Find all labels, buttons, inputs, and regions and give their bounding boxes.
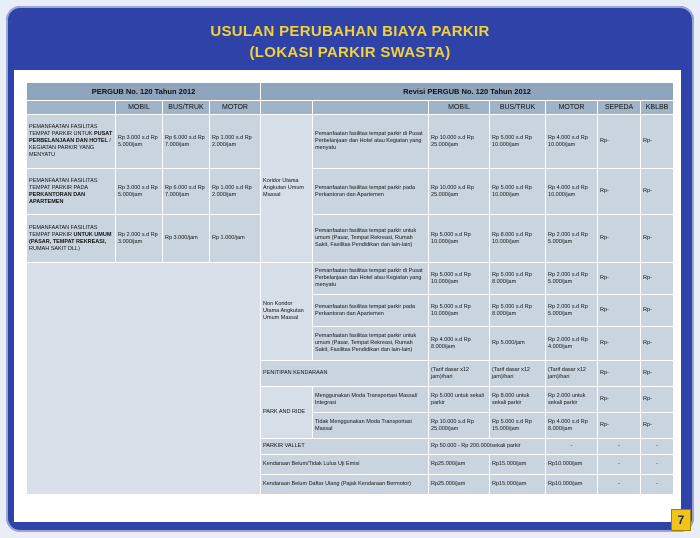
- left-row-label: PEMANFAATAN FASILITAS TEMPAT PARKIR UNTUK PUSAT PERBELANJAAN DAN HOTEL / KEGIATAN PARKIR YANG MENYATU: [27, 115, 116, 169]
- cell-mobil: Rp 5.000 s.d Rp 10.000/jam: [429, 295, 490, 327]
- cell-motor: Rp 4.000 s.d Rp 10.000/jam: [546, 169, 598, 215]
- table-row: [27, 169, 674, 215]
- cell-mobil: Rp 5.000 untuk sekali parkir: [429, 387, 490, 413]
- row-desc: Pemanfaatan fasilitas tempat parkir di Pusat Perbelanjaan dan Hotel atau Kegiatan yang menyatu: [313, 115, 429, 169]
- cell-sepeda: Rp-: [598, 413, 641, 439]
- cell-sepeda: Rp-: [598, 169, 641, 215]
- row-desc: Tidak Menggunakan Moda Transportasi Massal: [313, 413, 429, 439]
- group-park-ride: PARK AND RIDE: [261, 387, 313, 439]
- group-non-koridor: Non Koridor Utama Angkutan Umum Massal: [261, 263, 313, 361]
- cell-bus: Rp 5.000/jam: [490, 327, 546, 361]
- right-header: Revisi PERGUB No. 120 Tahun 2012: [261, 83, 674, 101]
- col-blank-left: [27, 101, 116, 115]
- cell-mobil: Rp 10.000 s.d Rp 25.000/jam: [429, 169, 490, 215]
- cell-motor: Rp 4.000 s.d Rp 8.000/jam: [546, 413, 598, 439]
- cell-bus: (Tarif dasar x12 jam)/hari: [490, 361, 546, 387]
- row-desc: Pemanfaatan fasilitas tempat parkir untuk umum (Pasar, Tempat Rekreasi, Rumah Sakit, Fasilitas Pendidikan dan lain-lain): [313, 327, 429, 361]
- cell-motor: Rp 2.000 s.d Rp 4.000/jam: [546, 327, 598, 361]
- group-koridor: Koridor Utama Angkutan Umum Massal: [261, 115, 313, 263]
- cell-mobil: Rp 5.000 s.d Rp 10.000/jam: [429, 263, 490, 295]
- cell-sepeda: Rp-: [598, 115, 641, 169]
- left-cell-bus: Rp 6.000 s.d Rp 7.000/jam: [163, 115, 210, 169]
- row-desc: Menggunakan Moda Transportasi Massal/ Integrasi: [313, 387, 429, 413]
- cell-motor: Rp 2.000 s.d Rp 5.000/jam: [546, 215, 598, 263]
- title-line-1: USULAN PERUBAHAN BIAYA PARKIR: [210, 23, 490, 40]
- cell-sepeda: Rp-: [598, 215, 641, 263]
- col-bus-right: BUS/TRUK: [490, 101, 546, 115]
- cell-sepeda: Rp-: [598, 361, 641, 387]
- col-sepeda: SEPEDA: [598, 101, 641, 115]
- cell-mobil: Rp 10.000 s.d Rp 25.000/jam: [429, 115, 490, 169]
- cell-sepeda: Rp-: [598, 295, 641, 327]
- table-row: [27, 215, 674, 263]
- cell-kblbb: Rp-: [641, 263, 674, 295]
- cell-motor: Rp10.000/jam: [546, 455, 598, 475]
- cell-motor: Rp10.000/jam: [546, 475, 598, 495]
- cell-kblbb: Rp-: [641, 413, 674, 439]
- cell-sepeda: Rp-: [598, 263, 641, 295]
- left-cell-motor: Rp 1.000 s.d Rp 2.000/jam: [210, 169, 261, 215]
- col-bus-left: BUS/TRUK: [163, 101, 210, 115]
- cell-kblbb: Rp-: [641, 295, 674, 327]
- left-cell-motor: Rp 1.000/jam: [210, 215, 261, 263]
- cell-bus: Rp 5.000 s.d Rp 8.000/jam: [490, 263, 546, 295]
- cell-kblbb: Rp-: [641, 115, 674, 169]
- cell-kblbb: Rp-: [641, 215, 674, 263]
- penitipan-label: PENITIPAN KENDARAAN: [261, 361, 429, 387]
- col-mobil-right: MOBIL: [429, 101, 490, 115]
- left-blank-area: [27, 263, 261, 495]
- daftar-ulang-label: Kendaraan Belum Daftar Ulang (Pajak Kendaraan Bermotor): [261, 475, 429, 495]
- cell-sepeda: -: [598, 455, 641, 475]
- row-desc: Pemanfaatan fasilitas tempat parkir di Pusat Perbelanjaan dan Hotel atau Kegiatan yang menyatu: [313, 263, 429, 295]
- cell-sepeda: Rp-: [598, 327, 641, 361]
- left-row-label: PEMANFAATAN FASILITAS TEMPAT PARKIR PADA PERKANTORAN DAN APARTEMEN: [27, 169, 116, 215]
- cell-bus: Rp 8.000 s.d Rp 10.000/jam: [490, 215, 546, 263]
- cell-sepeda: Rp-: [598, 387, 641, 413]
- row-desc: Pemanfaatan fasilitas tempat parkir pada Perkantoran dan Apartemen: [313, 169, 429, 215]
- col-desc: [313, 101, 429, 115]
- cell-kblbb: Rp-: [641, 387, 674, 413]
- cell-bus: Rp15.000/jam: [490, 475, 546, 495]
- emisi-label: Kendaraan Belum/Tidak Lulus Uji Emisi: [261, 455, 429, 475]
- left-cell-motor: Rp 1.000 s.d Rp 2.000/jam: [210, 115, 261, 169]
- cell-bus: Rp 5.000 s.d Rp 10.000/jam: [490, 169, 546, 215]
- cell-bus: Rp 5.000 s.d Rp 15.000/jam: [490, 413, 546, 439]
- left-cell-mobil: Rp 3.000 s.d Rp 5.000/jam: [116, 115, 163, 169]
- col-mobil-left: MOBIL: [116, 101, 163, 115]
- title-line-2: (LOKASI PARKIR SWASTA): [249, 44, 451, 61]
- cell-mobil: Rp 5.000 s.d Rp 10.000/jam: [429, 215, 490, 263]
- cell-bus: Rp 8.000 untuk sekali parkir: [490, 387, 546, 413]
- cell-bus: Rp 5.000 s.d Rp 10.000/jam: [490, 115, 546, 169]
- cell-mobil: (Tarif dasar x12 jam)/hari: [429, 361, 490, 387]
- slide-title: [6, 6, 694, 72]
- col-motor-left: MOTOR: [210, 101, 261, 115]
- cell-motor: Rp 2.000 untuk sekali parkir: [546, 387, 598, 413]
- cell-motor: Rp 2.000 s.d Rp 5.000/jam: [546, 295, 598, 327]
- left-row-label: PEMANFAATAN FASILITAS TEMPAT PARKIR UNTUK UMUM (PASAR, TEMPAT REKREASI, RUMAH SAKIT DLL): [27, 215, 116, 263]
- cell-kblbb: -: [641, 455, 674, 475]
- cell-bus: Rp 5.000 s.d Rp 8.000/jam: [490, 295, 546, 327]
- cell-motor: Rp 4.000 s.d Rp 10.000/jam: [546, 115, 598, 169]
- cell-mobil: Rp 10.000 s.d Rp 25.000/jam: [429, 413, 490, 439]
- cell-kblbb: -: [641, 439, 674, 455]
- cell-motor: (Tarif dasar x12 jam)/hari: [546, 361, 598, 387]
- vallet-label: PARKIR VALLET: [261, 439, 429, 455]
- cell-mobil: Rp25.000/jam: [429, 455, 490, 475]
- left-header: PERGUB No. 120 Tahun 2012: [27, 83, 261, 101]
- cell-motor: -: [546, 439, 598, 455]
- cell-kblbb: Rp-: [641, 327, 674, 361]
- cell-kblbb: Rp-: [641, 169, 674, 215]
- cell-mobil: Rp25.000/jam: [429, 475, 490, 495]
- cell-mobil: Rp 4.000 s.d Rp 8.000/jam: [429, 327, 490, 361]
- cell-sepeda: -: [598, 439, 641, 455]
- row-desc: Pemanfaatan fasilitas tempat parkir pada Perkantoran dan Apartemen: [313, 295, 429, 327]
- tariff-table: [26, 82, 674, 495]
- cell-kblbb: Rp-: [641, 361, 674, 387]
- left-cell-mobil: Rp 2.000 s.d Rp 3.000/jam: [116, 215, 163, 263]
- table-panel: [14, 70, 681, 522]
- cell-sepeda: -: [598, 475, 641, 495]
- table-row: [27, 115, 674, 169]
- left-cell-bus: Rp 6.000 s.d Rp 7.000/jam: [163, 169, 210, 215]
- cell-bus: Rp15.000/jam: [490, 455, 546, 475]
- vallet-value: Rp 50.000 - Rp 200.000/sekali parkir: [429, 439, 546, 455]
- row-desc: Pemanfaatan fasilitas tempat parkir untuk umum (Pasar, Tempat Rekreasi, Rumah Sakit, Fasilitas Pendidikan dan lain-lain): [313, 215, 429, 263]
- col-motor-right: MOTOR: [546, 101, 598, 115]
- page-number: 7: [671, 509, 691, 531]
- left-cell-mobil: Rp 3.000 s.d Rp 5.000/jam: [116, 169, 163, 215]
- slide-frame: [6, 6, 694, 532]
- left-cell-bus: Rp 3.000/jam: [163, 215, 210, 263]
- col-group: [261, 101, 313, 115]
- col-kblbb: KBLBB: [641, 101, 674, 115]
- cell-kblbb: -: [641, 475, 674, 495]
- cell-motor: Rp 2.000 s.d Rp 5.000/jam: [546, 263, 598, 295]
- table-row: [27, 263, 674, 295]
